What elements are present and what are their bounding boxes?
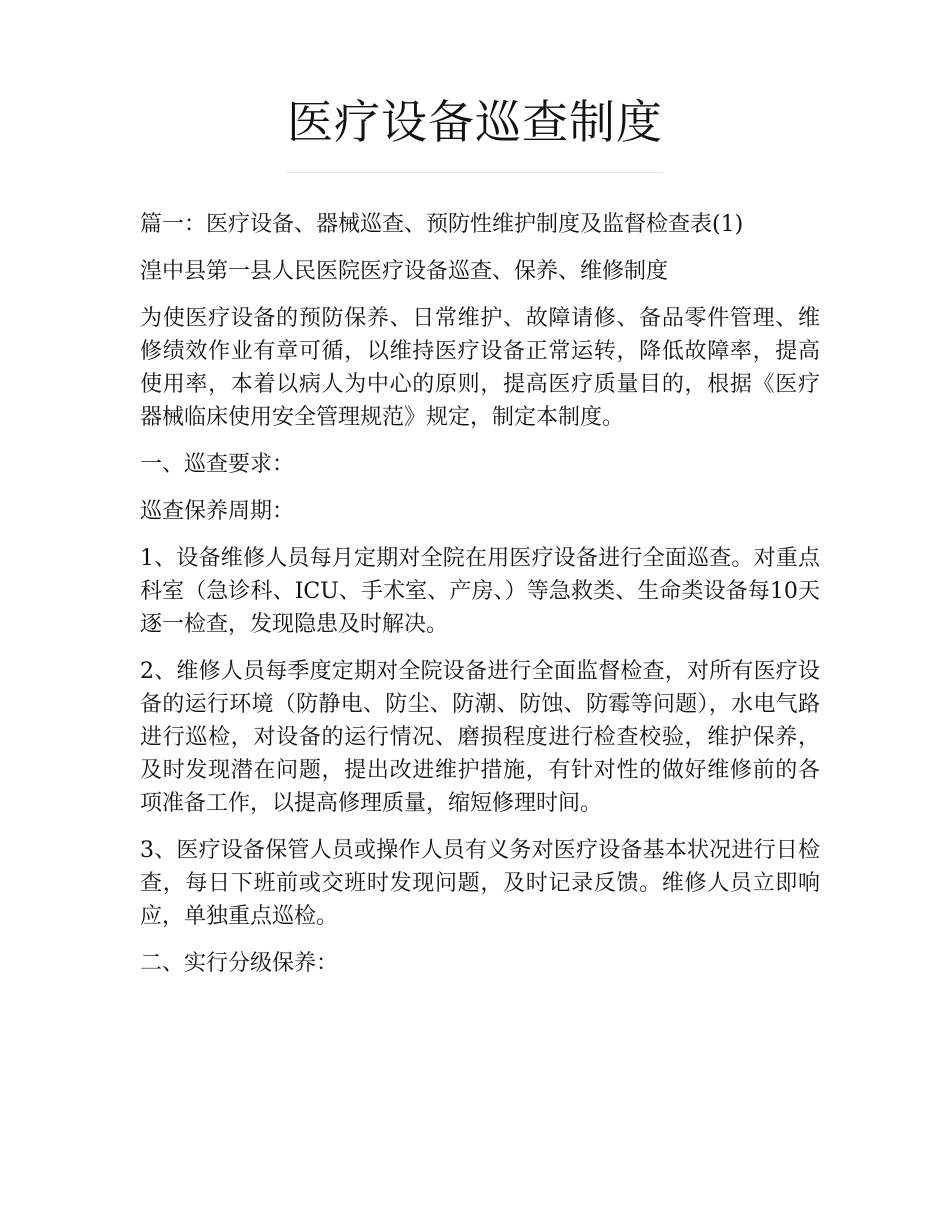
paragraph-source-heading: 篇一：医疗设备、器械巡查、预防性维护制度及监督检查表(1) <box>140 212 744 237</box>
document-title: 医疗设备巡查制度 <box>287 95 663 149</box>
paragraph-intro: 为使医疗设备的预防保养、日常维护、故障请修、备品零件管理、维修绩效作业有章可循，以维持医疗设备正常运转，降低故障率，提高使用率，本着以病人为中心的原则，提高医疗质量目的，根据《医疗器械临床使用安全管理规范》规定，制定本制度。 <box>140 306 820 430</box>
list-item-2: 2、维修人员每季度定期对全院设备进行全面监督检查，对所有医疗设备的运行环境（防静电、防尘、防潮、防蚀、防霉等问题），水电气路进行巡检，对设备的运行情况、磨损程度进行检查校验，维护保养，及时发现潜在问题，提出改进维护措施，有针对性的做好维修前的各项准备工作，以提高修理质量，缩短修理时间。 <box>140 659 820 816</box>
paragraph-hospital-heading: 湟中县第一县人民医院医疗设备巡查、保养、维修制度 <box>140 259 669 284</box>
list-item-3: 3、医疗设备保管人员或操作人员有义务对医疗设备基本状况进行日检查，每日下班前或交班时发现问题，及时记录反馈。维修人员立即响应，单独重点巡检。 <box>140 838 820 929</box>
section-heading-inspection: 一、巡查要求： <box>140 452 295 477</box>
subheading-cycle: 巡查保养周期： <box>140 499 295 524</box>
title-block <box>287 80 663 173</box>
document-body <box>140 208 820 994</box>
list-item-1: 1、设备维修人员每月定期对全院在用医疗设备进行全面巡查。对重点科室（急诊科、ICU、手术室、产房、）等急救类、生命类设备每10天逐一检查，发现隐患及时解决。 <box>140 546 820 637</box>
section-heading-maintenance: 二、实行分级保养： <box>140 951 339 976</box>
